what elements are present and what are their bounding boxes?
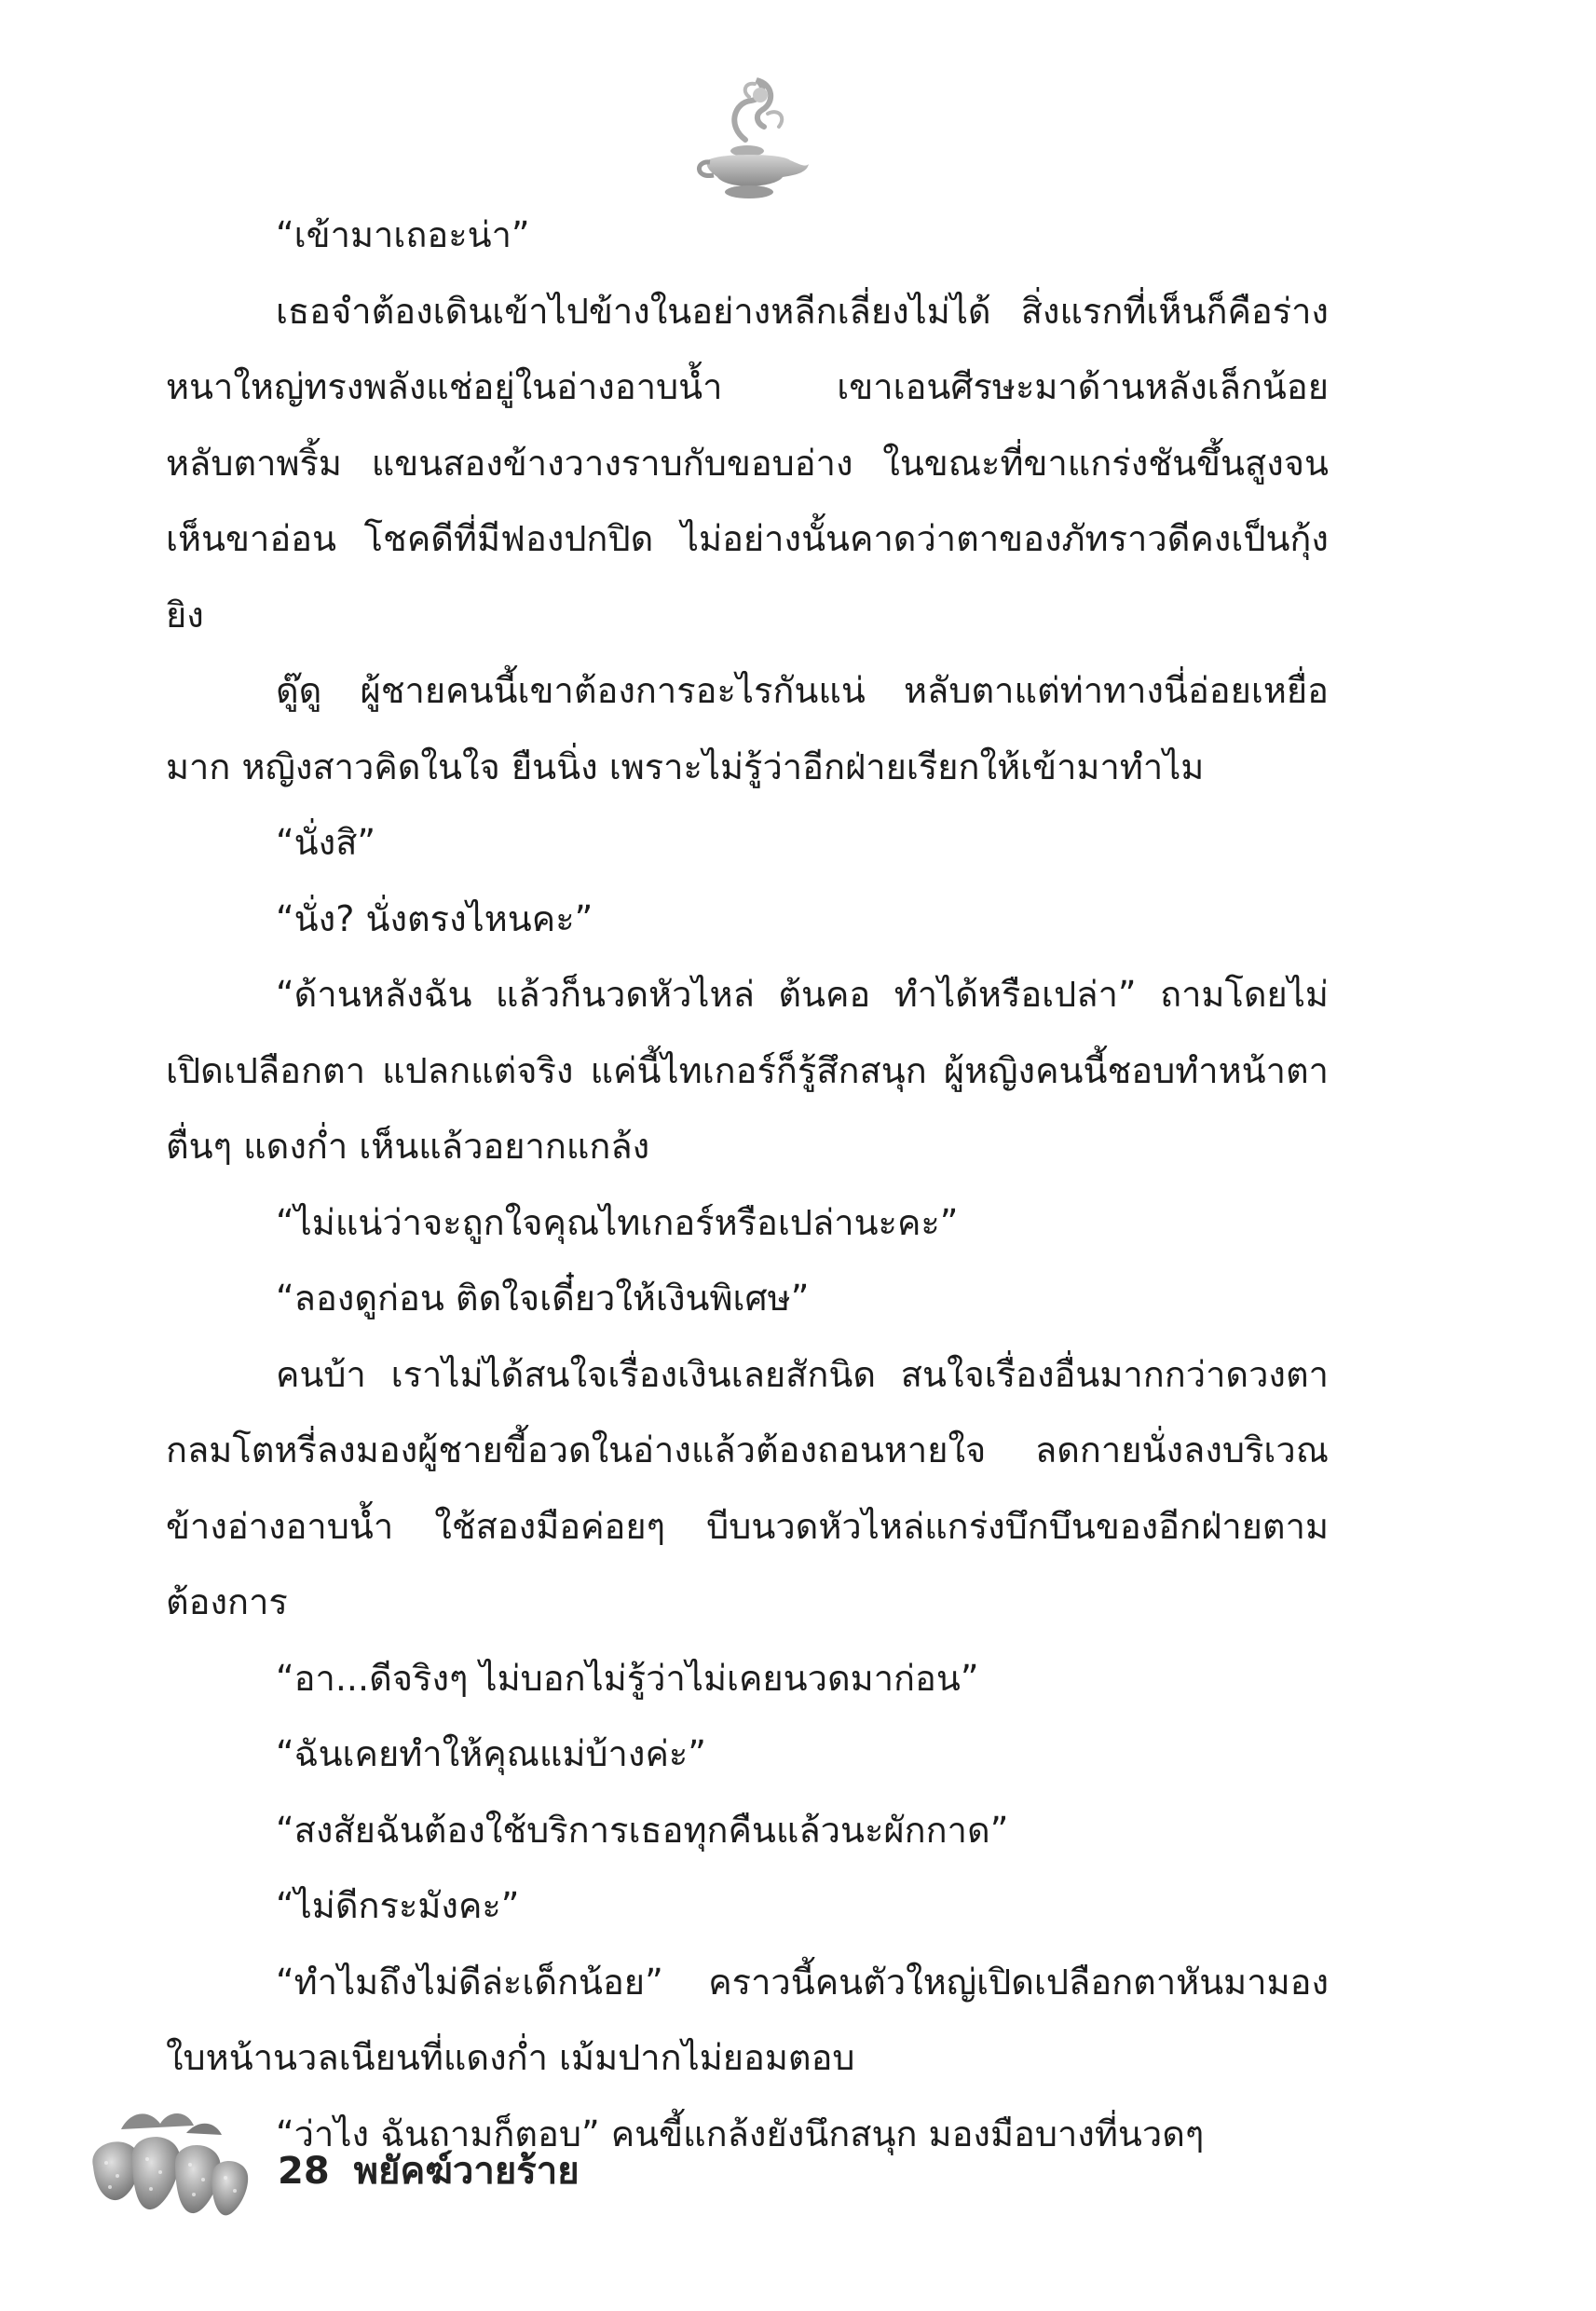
- paragraph: “อา...ดีจริงๆ ไม่บอกไม่รู้ว่าไม่เคยนวดมาก่อน”: [276, 1657, 979, 1699]
- page-number: 28: [278, 2150, 330, 2193]
- paragraph: “สงสัยฉันต้องใช้บริการเธอทุกคืนแล้วนะผักกาด”: [276, 1809, 1009, 1851]
- paragraph: “ลองดูก่อน ติดใจเดี๋ยวให้เงินพิเศษ”: [276, 1278, 810, 1319]
- page-footer: [75, 2092, 913, 2232]
- paragraph: “เข้ามาเถอะน่า”: [276, 214, 530, 255]
- book-title: พยัคฆ์วายร้าย: [353, 2150, 580, 2193]
- paragraph: “นั่ง? นั่งตรงไหนคะ”: [276, 897, 593, 939]
- footer-text: [278, 2140, 580, 2200]
- body-text: [166, 198, 1329, 2172]
- paragraph: ดู๊ดู ผู้ชายคนนี้เขาต้องการอะไรกันแน่ หลับตาแต่ท่าทางนี่อ่อยเหยื่อมาก หญิงสาวคิดในใจ ยืนนิ่ง เพราะไม่รู้ว่าอีกฝ่ายเรียกให้เข้ามาทำไม: [166, 670, 1329, 787]
- strawberries-icon: [75, 2092, 261, 2232]
- paragraph: “ไม่ดีกระมังคะ”: [276, 1885, 520, 1926]
- paragraph: “นั่งสิ”: [276, 822, 376, 863]
- paragraph: “ทำไมถึงไม่ดีล่ะเด็กน้อย” คราวนี้คนตัวใหญ่เปิดเปลือกตาหันมามองใบหน้านวลเนียนที่แดงก่ำ เม้มปากไม่ยอมตอบ: [166, 1961, 1329, 2078]
- paragraph: เธอจำต้องเดินเข้าไปข้างในอย่างหลีกเลี่ยงไม่ได้ สิ่งแรกที่เห็นก็คือร่างหนาใหญ่ทรงพลังแช่อยู่ในอ่างอาบน้ำ เขาเอนศีรษะมาด้านหลังเล็กน้อย หลับตาพริ้ม แขนสองข้างวางราบกับขอบอ่าง ในขณะที่ขาแกร่งชันขึ้นสูงจนเห็นขาอ่อน โชคดีที่มีฟองปกปิด ไม่อย่างนั้นคาดว่าตาของภัทราวดีคงเป็นกุ้งยิง: [166, 290, 1329, 636]
- paragraph: “ด้านหลังฉัน แล้วก็นวดหัวไหล่ ต้นคอ ทำได้หรือเปล่า” ถามโดยไม่เปิดเปลือกตา แปลกแต่จริง แค่นี้ไทเกอร์ก็รู้สึกสนุก ผู้หญิงคนนี้ชอบทำหน้าตาตื่นๆ แดงก่ำ เห็นแล้วอยากแกล้ง: [166, 974, 1329, 1167]
- paragraph: “ไม่แน่ว่าจะถูกใจคุณไทเกอร์หรือเปล่านะคะ”: [276, 1201, 959, 1243]
- paragraph: “ว่าไง ฉันถามก็ตอบ” คนขี้แกล้งยังนึกสนุก มองมือบางที่นวดๆ: [276, 2113, 1205, 2154]
- genie-lamp-icon: [689, 75, 811, 205]
- paragraph: คนบ้า เราไม่ได้สนใจเรื่องเงินเลยสักนิด สนใจเรื่องอื่นมากกว่าดวงตากลมโตหรี่ลงมองผู้ชายขี้อวดในอ่างแล้วต้องถอนหายใจ ลดกายนั่งลงบริเวณข้างอ่างอาบน้ำ ใช้สองมือค่อยๆ บีบนวดหัวไหล่แกร่งบึกบึนของอีกฝ่ายตามต้องการ: [166, 1353, 1329, 1622]
- paragraph: “ฉันเคยทำให้คุณแม่บ้างค่ะ”: [276, 1733, 706, 1774]
